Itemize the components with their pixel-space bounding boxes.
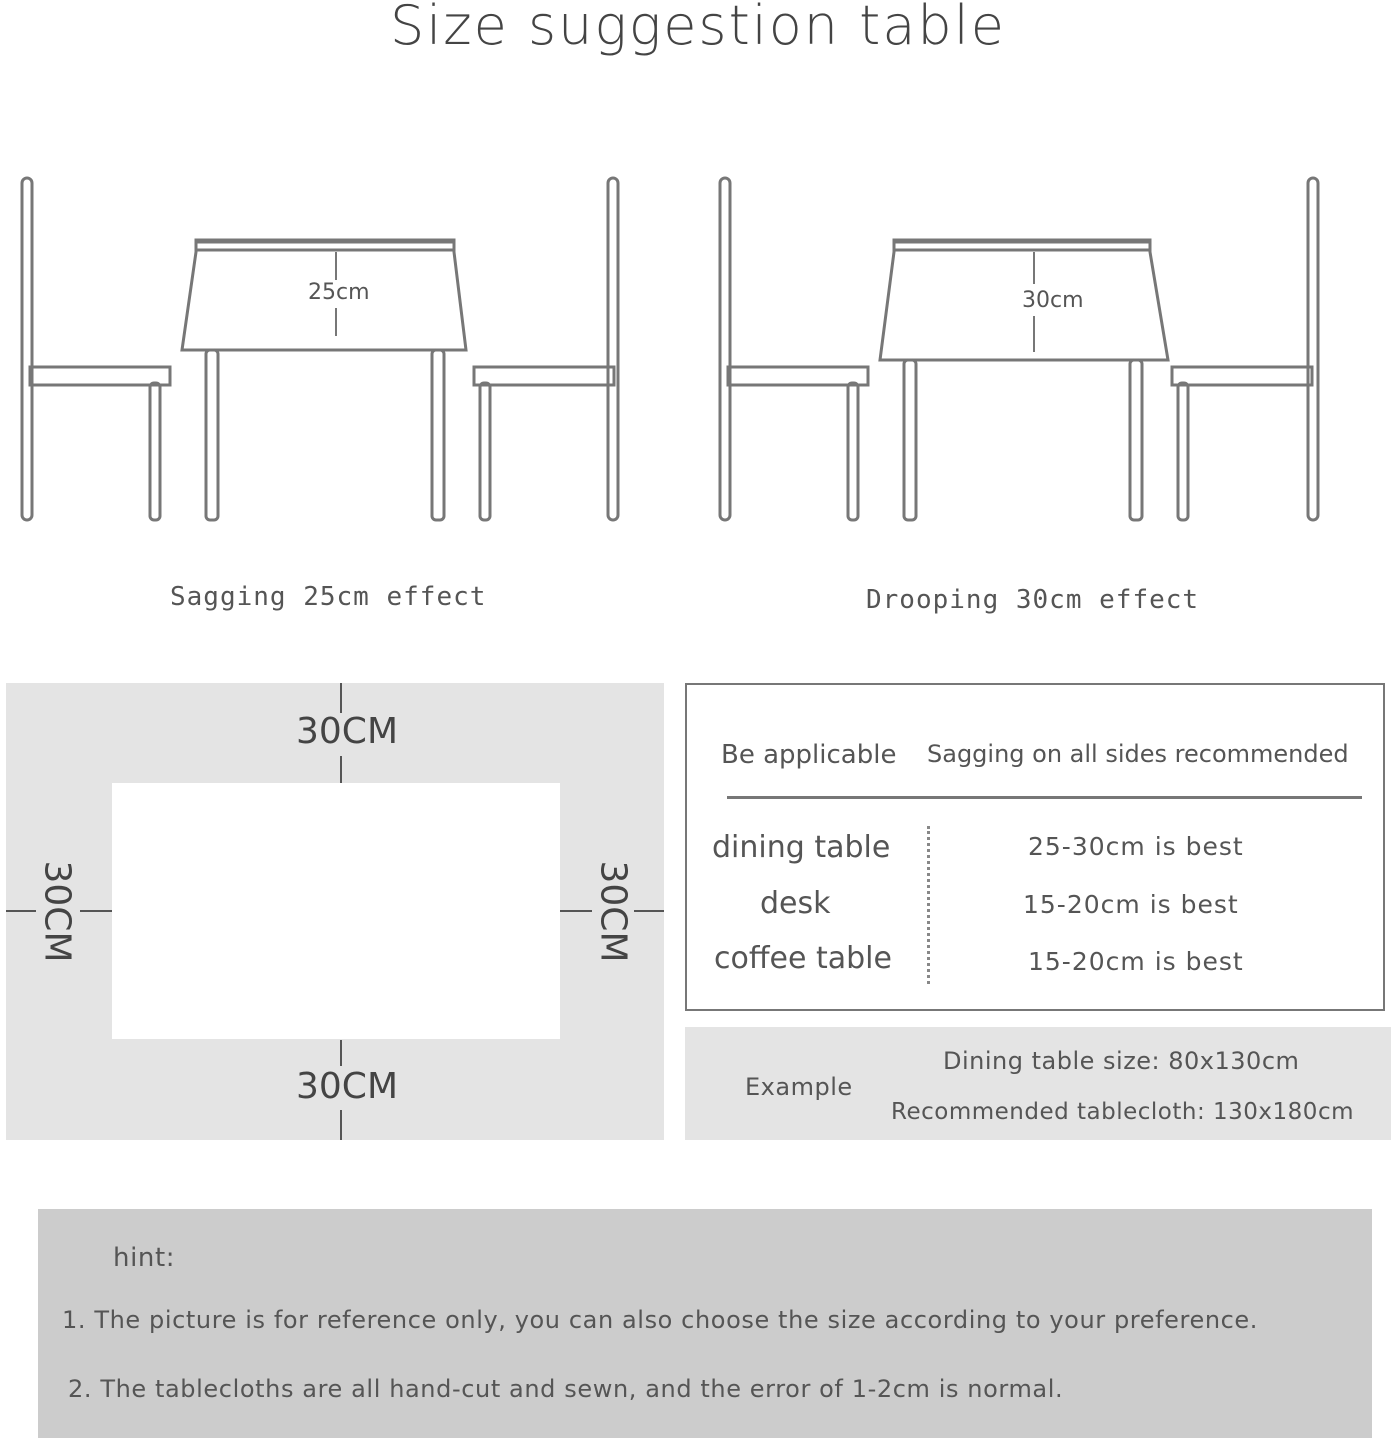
table-leg (904, 360, 916, 520)
row-label-dining: dining table (712, 830, 891, 865)
header-divider (727, 796, 1362, 799)
table-leg (432, 350, 444, 520)
chair-back (22, 178, 32, 520)
table-leg (206, 350, 218, 520)
hint-item-1: 1. The picture is for reference only, you can also choose the size according to your preference. (62, 1306, 1259, 1334)
chair-back (608, 178, 618, 520)
row-label-coffee: coffee table (714, 941, 892, 976)
page-title: Size suggestion table (390, 0, 1006, 57)
table-top-area (112, 783, 560, 1039)
dim-left: 30CM (36, 860, 78, 963)
row-value-coffee: 15-20cm is best (1028, 947, 1244, 976)
example-tablecloth-size: Recommended tablecloth: 130x180cm (891, 1099, 1354, 1125)
illustration-30cm (700, 170, 1396, 530)
dimension-line (80, 910, 112, 912)
dimension-line (634, 910, 664, 912)
dimension-line (560, 910, 592, 912)
example-label: Example (745, 1073, 853, 1101)
chair-seat (728, 367, 868, 385)
dimension-line (340, 683, 342, 713)
caption-30cm: Drooping 30cm effect (866, 585, 1200, 615)
hint-title: hint: (113, 1243, 176, 1273)
row-value-desk: 15-20cm is best (1023, 890, 1239, 919)
chair-seat (30, 367, 170, 385)
hint-item-2: 2. The tablecloths are all hand-cut and sewn, and the error of 1-2cm is normal. (68, 1375, 1064, 1403)
caption-25cm: Sagging 25cm effect (170, 582, 487, 612)
chair-leg (1178, 383, 1188, 520)
chair-leg (848, 383, 858, 520)
header-recommended: Sagging on all sides recommended (927, 740, 1349, 768)
chair-back (720, 178, 730, 520)
illustration-25cm (0, 170, 700, 530)
table-top (196, 240, 454, 250)
dimension-line (340, 1110, 342, 1140)
header-applicable: Be applicable (721, 740, 897, 770)
dimension-line (340, 1040, 342, 1066)
chair-leg (480, 383, 490, 520)
chair-seat (474, 367, 614, 385)
example-table-size: Dining table size: 80x130cm (943, 1047, 1300, 1075)
drop-label: 30cm (1022, 288, 1084, 313)
dim-top: 30CM (296, 711, 399, 752)
column-divider (927, 826, 930, 984)
chair-leg (150, 383, 160, 520)
dim-bottom: 30CM (296, 1066, 399, 1107)
dimension-line (6, 910, 36, 912)
chair-seat (1172, 367, 1312, 385)
row-label-desk: desk (760, 886, 831, 921)
table-leg (1130, 360, 1142, 520)
row-value-dining: 25-30cm is best (1028, 832, 1244, 861)
drop-label: 25cm (308, 280, 370, 305)
table-top (894, 240, 1150, 250)
dimension-line (340, 756, 342, 783)
dim-right: 30CM (592, 860, 634, 963)
chair-back (1308, 178, 1318, 520)
